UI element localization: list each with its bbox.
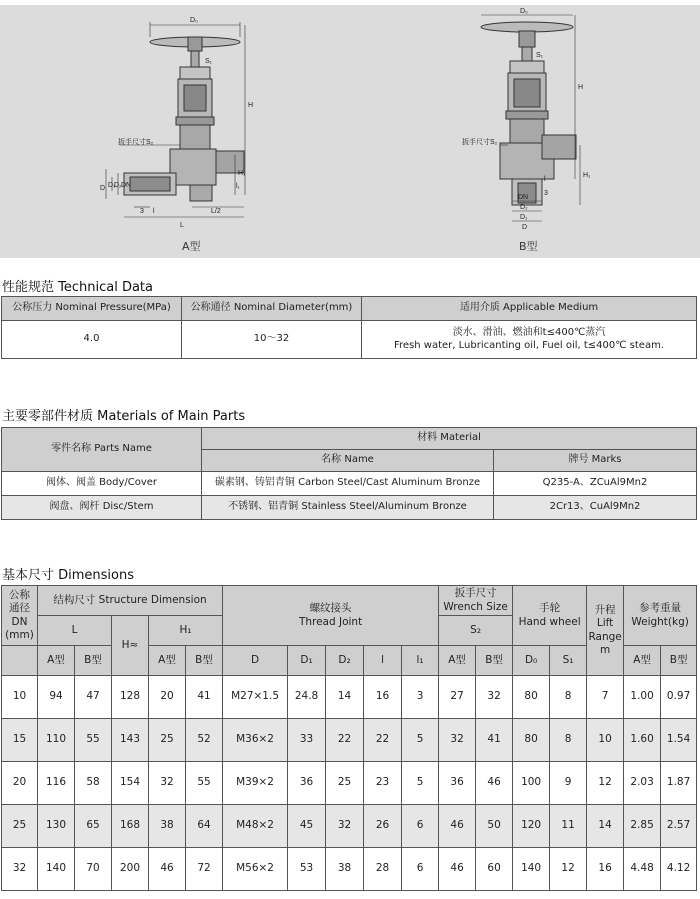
header-weight-cn: 参考重量 (639, 602, 682, 615)
header-H1: H₁ (149, 616, 223, 646)
cell-D1: 33 (288, 719, 326, 762)
cell-S1: 11 (550, 805, 587, 848)
header-weight-b: B型 (661, 646, 697, 676)
header-wrench-en: Wrench Size (443, 600, 508, 613)
cell-S2-b: 50 (476, 805, 513, 848)
cell-L-a: 116 (38, 762, 75, 805)
cell-dn: 10 (2, 676, 38, 719)
header-H: H≈ (112, 616, 149, 676)
header-S2-b: B型 (476, 646, 513, 676)
a-label-wrench: 扳手尺寸S₂ (118, 139, 154, 146)
cell-D2: 14 (326, 676, 364, 719)
cell-l: 28 (364, 848, 402, 891)
cell-D: M27×1.5 (223, 676, 288, 719)
b-label-h1: H₁ (583, 172, 591, 179)
table-row (2, 805, 697, 848)
cell-D0: 100 (513, 762, 550, 805)
technical-data-table (1, 296, 697, 359)
header-dn-line-1: 公称 (9, 589, 30, 602)
cell-H1-b: 72 (186, 848, 223, 891)
cell-D: M56×2 (223, 848, 288, 891)
technical-data-title: 性能规范 Technical Data (2, 280, 153, 295)
cell-S2-b: 41 (476, 719, 513, 762)
materials-table (1, 427, 697, 520)
header-dn-line-2: 通径 (9, 602, 30, 615)
technical-header-row (2, 297, 697, 321)
cell-S2-a: 27 (439, 676, 476, 719)
header-D2: D₂ (326, 646, 364, 676)
cell-l1: 6 (402, 848, 439, 891)
cell-S2-a: 46 (439, 805, 476, 848)
cell-lift: 14 (587, 805, 624, 848)
cell-D2: 22 (326, 719, 364, 762)
dimensions-table (1, 585, 697, 891)
a-label-d0: D₀ (190, 17, 198, 24)
cell-L-b: 47 (75, 676, 112, 719)
valve-a-drawing (100, 17, 253, 229)
header-S2: S₂ (439, 616, 513, 646)
cell-H: 143 (112, 719, 149, 762)
dimensions-body (2, 676, 697, 891)
cell-L-a: 130 (38, 805, 75, 848)
cell-H1-b: 52 (186, 719, 223, 762)
materials-title: 主要零部件材质 Materials of Main Parts (2, 409, 246, 424)
cell-S2-b: 60 (476, 848, 513, 891)
cell-H: 154 (112, 762, 149, 805)
cell-l: 23 (364, 762, 402, 805)
b-label-s1: S₁ (536, 52, 544, 59)
table-row (2, 472, 697, 496)
cell-D1: 45 (288, 805, 326, 848)
header-weight (624, 586, 697, 646)
cell-D: M39×2 (223, 762, 288, 805)
header-L-a: A型 (38, 646, 75, 676)
header-hand-wheel-en: Hand wheel (518, 615, 581, 628)
figure-a-caption: A型 (182, 240, 201, 253)
header-lift-line-4: m (599, 643, 611, 656)
cell-D1: 36 (288, 762, 326, 805)
cell-weight-a: 4.48 (624, 848, 661, 891)
header-nominal-pressure: 公称压力 Nominal Pressure(MPa) (2, 297, 182, 321)
cell-S2-b: 46 (476, 762, 513, 805)
header-lift-line-2: Lift (596, 617, 614, 630)
cell-S1: 9 (550, 762, 587, 805)
cell-D0: 80 (513, 676, 550, 719)
cell-H1-a: 46 (149, 848, 186, 891)
header-parts-name: 零件名称 Parts Name (2, 428, 202, 472)
header-marks: 牌号 Marks (494, 450, 697, 472)
cell-weight-b: 0.97 (661, 676, 697, 719)
cell-S2-a: 32 (439, 719, 476, 762)
cell-l: 26 (364, 805, 402, 848)
b-label-l: l (544, 176, 546, 183)
medium-en: Fresh water, Lubricanting oil, Fuel oil, t≤400℃ steam. (394, 339, 664, 351)
header-weight-a: A型 (624, 646, 661, 676)
cell-dn: 25 (2, 805, 38, 848)
a-label-l1: l₁ (236, 183, 240, 190)
cell-D: M36×2 (223, 719, 288, 762)
cell-dn: 32 (2, 848, 38, 891)
cell-D0: 140 (513, 848, 550, 891)
cell-l1: 3 (402, 676, 439, 719)
header-H1-b: B型 (186, 646, 223, 676)
cell-H: 128 (112, 676, 149, 719)
header-weight-en: Weight(kg) (631, 615, 689, 628)
cell-H: 168 (112, 805, 149, 848)
valve-drawings (0, 5, 700, 258)
header-structure-dimension: 结构尺寸 Structure Dimension (38, 586, 223, 616)
header-applicable-medium: 适用介质 Applicable Medium (362, 297, 697, 321)
table-row (2, 719, 697, 762)
header-S2-a: A型 (439, 646, 476, 676)
cell-l1: 6 (402, 805, 439, 848)
cell-D2: 25 (326, 762, 364, 805)
cell-lift: 12 (587, 762, 624, 805)
dimensions-title: 基本尺寸 Dimensions (2, 568, 135, 583)
valve-drawing-panel (0, 5, 700, 258)
cell-H1-b: 64 (186, 805, 223, 848)
b-label-3: 3 (544, 190, 548, 197)
material-name: 不锈钢、铝青铜 Stainless Steel/Aluminum Bronze (202, 496, 494, 520)
b-label-h: H (578, 84, 584, 91)
a-label-d: D (100, 185, 106, 192)
medium-cn: 淡水、滑油、燃油和t≤400℃蒸汽 (452, 327, 606, 338)
dimensions-header-row-1 (2, 586, 697, 616)
b-label-d1: D₁ (520, 214, 528, 221)
table-row (2, 848, 697, 891)
header-wrench-cn: 扳手尺寸 (454, 587, 497, 600)
cell-S2-a: 46 (439, 848, 476, 891)
a-label-s1: S₁ (205, 58, 213, 65)
materials-header-row (2, 428, 697, 450)
cell-l: 16 (364, 676, 402, 719)
cell-H: 200 (112, 848, 149, 891)
b-label-dn: DN (518, 194, 529, 201)
cell-H1-a: 25 (149, 719, 186, 762)
cell-S1: 12 (550, 848, 587, 891)
header-L-b: B型 (75, 646, 112, 676)
header-dn-line-4: (mm) (5, 628, 34, 641)
cell-H1-b: 41 (186, 676, 223, 719)
a-label-d2: D₂ (114, 182, 122, 189)
a-label-l: l (153, 208, 155, 215)
b-label-d2: D₂ (520, 204, 528, 211)
a-label-dn: DN (121, 182, 132, 189)
cell-D: M48×2 (223, 805, 288, 848)
header-l1: l₁ (402, 646, 439, 676)
table-row (2, 496, 697, 520)
cell-S1: 8 (550, 676, 587, 719)
cell-L-a: 94 (38, 676, 75, 719)
cell-D2: 38 (326, 848, 364, 891)
a-label-L: L (180, 222, 184, 229)
header-dn (2, 586, 38, 646)
cell-H1-b: 55 (186, 762, 223, 805)
header-lift-range (587, 586, 624, 676)
cell-L-b: 58 (75, 762, 112, 805)
cell-L-b: 70 (75, 848, 112, 891)
header-dn-continued (2, 646, 38, 676)
table-row (2, 676, 697, 719)
header-L: L (38, 616, 112, 646)
part-name: 阀盘、阀杆 Disc/Stem (2, 496, 202, 520)
cell-weight-b: 2.57 (661, 805, 697, 848)
cell-H1-a: 38 (149, 805, 186, 848)
a-label-h: H (248, 102, 254, 109)
header-D: D (223, 646, 288, 676)
cell-weight-a: 2.03 (624, 762, 661, 805)
header-wrench-size (439, 586, 513, 616)
cell-weight-b: 4.12 (661, 848, 697, 891)
cell-weight-a: 2.85 (624, 805, 661, 848)
cell-H1-a: 32 (149, 762, 186, 805)
header-thread-joint (223, 586, 439, 646)
cell-L-a: 140 (38, 848, 75, 891)
b-label-wrench: 扳手尺寸S₂ (462, 139, 498, 146)
table-row (2, 762, 697, 805)
header-hand-wheel (513, 586, 587, 646)
cell-S2-b: 32 (476, 676, 513, 719)
cell-S2-a: 36 (439, 762, 476, 805)
technical-data-row (2, 321, 697, 359)
cell-D1: 24.8 (288, 676, 326, 719)
cell-D1: 53 (288, 848, 326, 891)
cell-l: 22 (364, 719, 402, 762)
a-label-h1: H₁ (238, 170, 246, 177)
cell-weight-a: 1.00 (624, 676, 661, 719)
cell-L-b: 65 (75, 805, 112, 848)
cell-weight-b: 1.54 (661, 719, 697, 762)
a-label-d1: D₁ (108, 182, 116, 189)
cell-weight-a: 1.60 (624, 719, 661, 762)
header-thread-en: Thread Joint (298, 615, 363, 628)
cell-l1: 5 (402, 762, 439, 805)
cell-lift: 7 (587, 676, 624, 719)
cell-D0: 80 (513, 719, 550, 762)
cell-weight-b: 1.87 (661, 762, 697, 805)
header-nominal-diameter: 公称通径 Nominal Diameter(mm) (182, 297, 362, 321)
header-dn-line-3: DN (11, 615, 28, 628)
header-hand-wheel-cn: 手轮 (539, 602, 561, 615)
header-name: 名称 Name (202, 450, 494, 472)
header-thread-cn: 螺纹接头 (309, 602, 352, 615)
cell-dn: 20 (2, 762, 38, 805)
header-S1: S₁ (550, 646, 587, 676)
nominal-pressure-value: 4.0 (2, 321, 182, 359)
cell-S1: 8 (550, 719, 587, 762)
b-label-d0: D₀ (520, 8, 528, 15)
material-marks: Q235-A、ZCuAl9Mn2 (494, 472, 697, 496)
cell-L-a: 110 (38, 719, 75, 762)
header-material: 材料 Material (202, 428, 697, 450)
header-l: l (364, 646, 402, 676)
nominal-diameter-value: 10～32 (182, 321, 362, 359)
b-label-d: D (522, 224, 528, 231)
header-lift-line-3: Range (588, 630, 622, 643)
valve-b-drawing (462, 8, 591, 231)
cell-L-b: 55 (75, 719, 112, 762)
material-name: 碳素钢、铸铝青铜 Carbon Steel/Cast Aluminum Bronze (202, 472, 494, 496)
cell-lift: 16 (587, 848, 624, 891)
figure-b-caption: B型 (519, 240, 538, 253)
cell-dn: 15 (2, 719, 38, 762)
cell-H1-a: 20 (149, 676, 186, 719)
cell-l1: 5 (402, 719, 439, 762)
material-marks: 2Cr13、CuAl9Mn2 (494, 496, 697, 520)
a-label-3: 3 (140, 208, 144, 215)
cell-D0: 120 (513, 805, 550, 848)
cell-D2: 32 (326, 805, 364, 848)
a-label-l2: L/2 (211, 208, 221, 215)
header-D0: D₀ (513, 646, 550, 676)
header-H1-a: A型 (149, 646, 186, 676)
header-lift-line-1: 升程 (594, 604, 616, 617)
cell-lift: 10 (587, 719, 624, 762)
part-name: 阀体、阀盖 Body/Cover (2, 472, 202, 496)
header-D1: D₁ (288, 646, 326, 676)
applicable-medium-value (362, 321, 697, 359)
